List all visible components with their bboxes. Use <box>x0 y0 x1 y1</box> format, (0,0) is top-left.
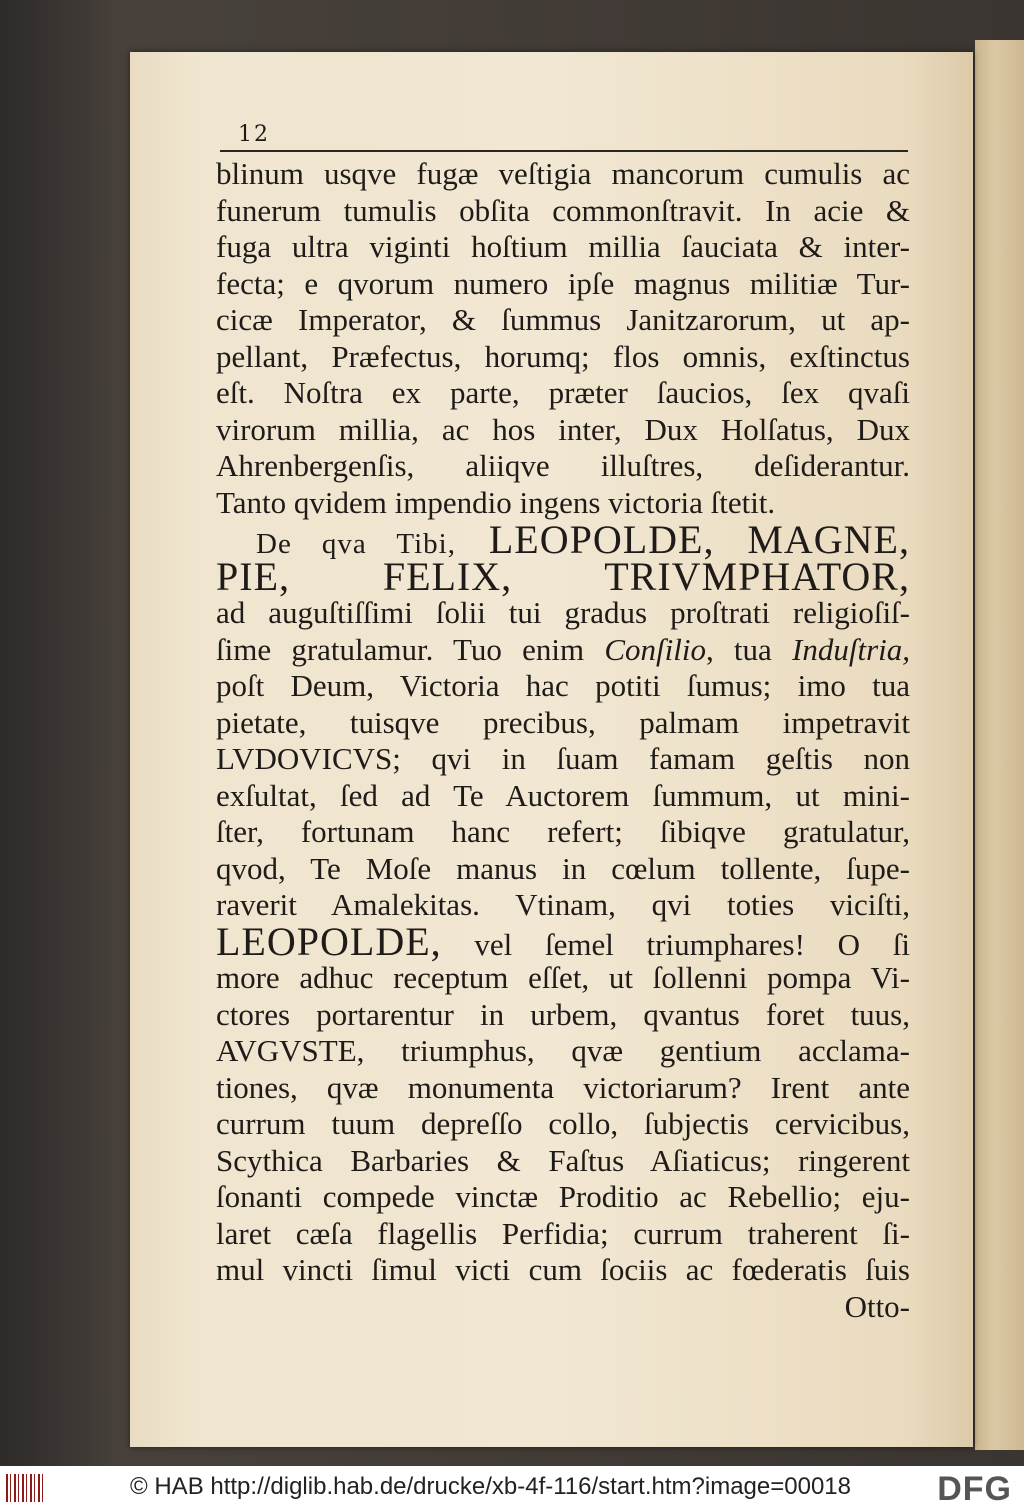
text-line <box>216 632 910 669</box>
caps-name: AVGVSTE <box>216 1033 357 1068</box>
text-line: ctores portarentur in urbem, qvantus foret tuus, <box>216 996 910 1032</box>
text-line: funerum tumulis obſita commonſtravit. In acie & <box>216 192 910 228</box>
text-line: Tanto qvidem impendio ingens victoria ſtetit. <box>216 484 776 520</box>
text-line: eſt. Noſtra ex parte, præter ſaucios, ſex qvaſi <box>216 375 910 410</box>
text-line: currum tuum depreſſo collo, ſubjectis cervicibus, <box>216 1106 910 1141</box>
text-line <box>216 1033 910 1070</box>
text-line: qvod, Te Moſe manus in cœlum tollente, ſupe- <box>216 850 910 886</box>
line-segment: ; qvi in ſuam famam geſtis non <box>392 741 910 776</box>
text-line: blinum usqve fugæ veſtigia mancorum cumulis ac <box>216 156 910 191</box>
text-line: pietate, tuisqve precibus, palmam impetravit <box>216 704 910 740</box>
barcode-icon <box>6 1474 46 1502</box>
text-line: laret cæſa flagellis Perfidia; currum traherent ſi- <box>216 1215 910 1251</box>
footer-bar <box>0 1466 1024 1511</box>
text-line: pellant, Præfectus, horumq; flos omnis, exſtinctus <box>216 338 910 374</box>
text-line: exſultat, ſed ad Te Auctorem ſummum, ut mini- <box>216 777 910 813</box>
catchword: Otto- <box>844 1288 910 1324</box>
text-line: ſter, fortunam hanc refert; ſibiqve gratulatur, <box>216 814 910 849</box>
text-line: virorum millia, ac hos inter, Dux Holſatus, Dux <box>216 411 910 447</box>
text-line: cicæ Imperator, & ſummus Janitzarorum, ut ap- <box>216 302 910 337</box>
page-text <box>216 156 910 1325</box>
text-line: mul vincti ſimul victi cum ſociis ac fœderatis ſuis <box>216 1252 910 1287</box>
text-line: Ahrenbergenſis, aliiqve illuſtres, deſiderantur. <box>216 448 910 483</box>
line-segment: , tua <box>705 631 793 667</box>
italic-word: Induſtria, <box>792 631 911 667</box>
caps-name: LVDOVICVS <box>216 741 393 776</box>
text-line <box>216 741 910 778</box>
caps-name: LEOPOLDE, <box>216 918 442 964</box>
text-line: PIE, FELIX, TRIVMPHATOR, <box>216 554 910 599</box>
italic-word: Conſilio <box>604 631 706 667</box>
line-segment: ſime gratulamur. Tuo enim <box>216 631 605 667</box>
text-line: Scythica Barbaries & Faſtus Aſiaticus; ringerent <box>216 1142 910 1178</box>
invocation: LEOPOLDE, MAGNE, <box>488 517 910 562</box>
dfg-logo: DFG <box>937 1470 1012 1508</box>
text-line: poſt Deum, Victoria hac potiti ſumus; imo tua <box>216 668 910 703</box>
header-rule <box>220 150 908 152</box>
paragraph-opening: De qva Tibi, <box>256 528 456 560</box>
text-line: more adhuc receptum eſſet, ut ſollenni pompa Vi- <box>216 960 910 995</box>
copyright-url[interactable]: © HAB http://diglib.hab.de/drucke/xb-4f-116/start.htm?image=00018 <box>130 1473 851 1500</box>
line-segment: vel ſemel triumphares! O ſi <box>441 926 910 962</box>
text-line: ad auguſtiſſimi ſolii tui gradus proſtrati religioſiſ- <box>216 595 910 630</box>
text-line: fuga ultra viginti hoſtium millia ſauciata & inter- <box>216 229 910 264</box>
line-segment: , triumphus, qvæ gentium acclama- <box>356 1033 910 1068</box>
text-line <box>216 918 910 964</box>
text-line: ſonanti compede vinctæ Proditio ac Rebellio; eju- <box>216 1179 910 1214</box>
text-line: fecta; e qvorum numero ipſe magnus militiæ Tur- <box>216 265 910 301</box>
text-line: tiones, qvæ monumenta victoriarum? Irent ante <box>216 1069 910 1105</box>
page-number: 12 <box>238 122 270 147</box>
text-line <box>216 517 910 562</box>
text-line: raverit Amalekitas. Vtinam, qvi toties viciſti, <box>216 887 910 922</box>
facing-page-edge <box>975 40 1024 1450</box>
